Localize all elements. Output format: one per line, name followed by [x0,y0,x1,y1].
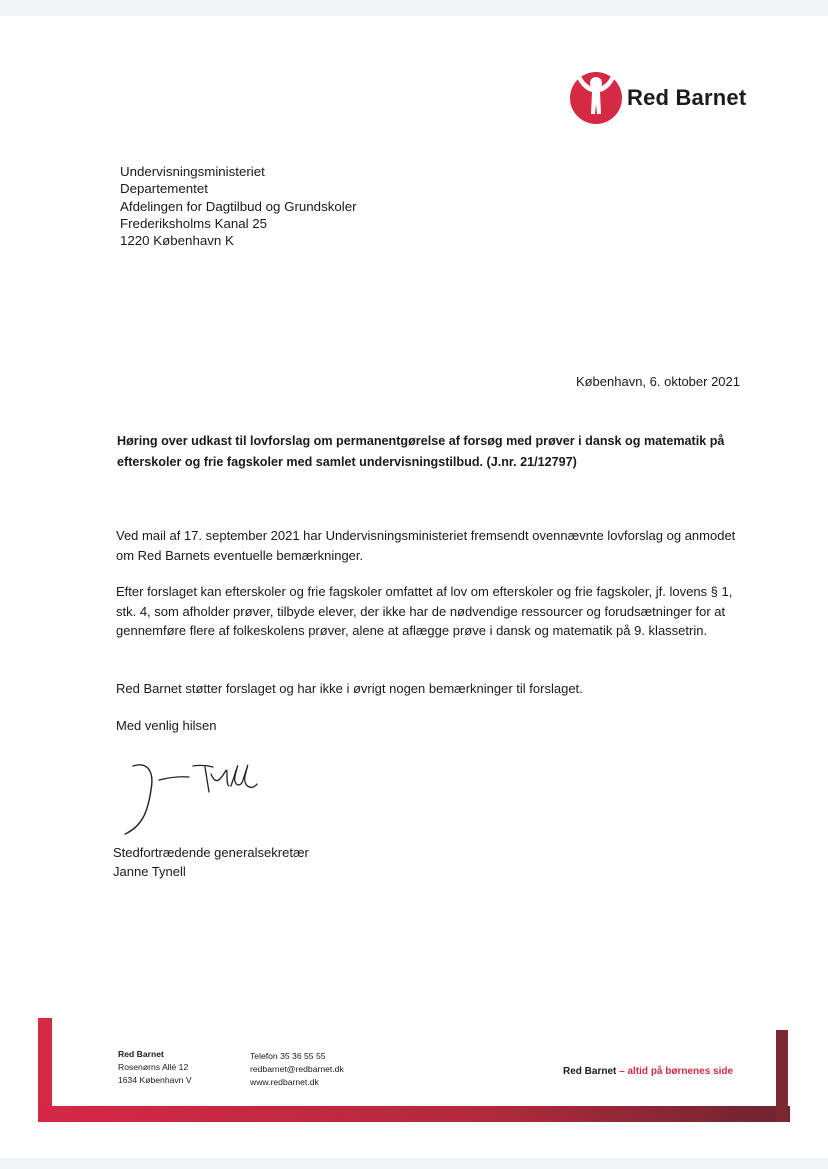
signatory-title: Stedfortrædende generalsekretær [113,845,309,860]
recipient-line: 1220 København K [120,233,234,249]
red-barnet-logo [568,68,768,126]
footer-slogan [563,1066,733,1077]
letter-date: København, 6. oktober 2021 [575,374,740,389]
body-paragraph: Ved mail af 17. september 2021 har Undervisningsministeriet fremsendt ovennævnte lovforslag og anmodet om Red Barnets eventuelle bemærkninger. [116,528,736,563]
footer-accent-right [776,1030,788,1122]
letter-subject: Høring over udkast til lovforslag om permanentgørelse af forsøg med prøver i dansk og matematik på efterskoler og frie fagskoler med samlet undervisningstilbud. (J.nr. 21/12797) [117,434,725,469]
footer-phone: Telefon 35 36 55 55 [250,1051,326,1061]
footer-street: Rosenørns Allé 12 [118,1062,189,1072]
footer-org: Red Barnet [118,1049,164,1059]
recipient-address [120,163,357,249]
top-scan-band [0,0,828,16]
recipient-line: Frederiksholms Kanal 25 [120,215,268,231]
handwritten-signature [115,756,275,840]
recipient-line: Afdelingen for Dagtilbud og Grundskoler [120,198,357,214]
closing-salutation: Med venlig hilsen [116,718,217,733]
footer-accent-bottom [38,1106,790,1122]
footer-contact [250,1050,344,1089]
footer-city: 1634 København V [118,1075,192,1085]
body-paragraph: Red Barnet støtter forslaget og har ikke i øvrigt nogen bemærkninger til forslaget. [116,681,583,696]
recipient-line: Undervisningsministeriet [120,164,265,179]
footer-email[interactable]: redbarnet@redbarnet.dk [250,1064,344,1074]
bottom-scan-band [0,1158,828,1169]
body-paragraph: Efter forslaget kan efterskoler og frie fagskoler omfattet af lov om efterskoler og frie fagskoler, jf. lovens § 1, stk. 4, som afholder prøver, tilbyde elever, der ikke har de nødvendige ressourcer og forudsætninger for at gennemføre flere af folkeskolens prøver, alene at aflægge prøve i dansk og matematik på 9. klassetrin. [116,584,733,638]
recipient-line: Departementet [120,181,208,197]
footer-slogan-text: – altid på børnenes side [616,1066,734,1077]
footer-web[interactable]: www.redbarnet.dk [250,1077,319,1087]
footer-slogan-brand: Red Barnet [563,1066,617,1077]
signatory-block [113,843,309,881]
footer [38,1018,790,1130]
footer-address [118,1048,192,1087]
red-barnet-child-icon [568,68,624,126]
signatory-name: Janne Tynell [113,864,186,879]
logo-wordmark: Red Barnet [627,85,747,110]
